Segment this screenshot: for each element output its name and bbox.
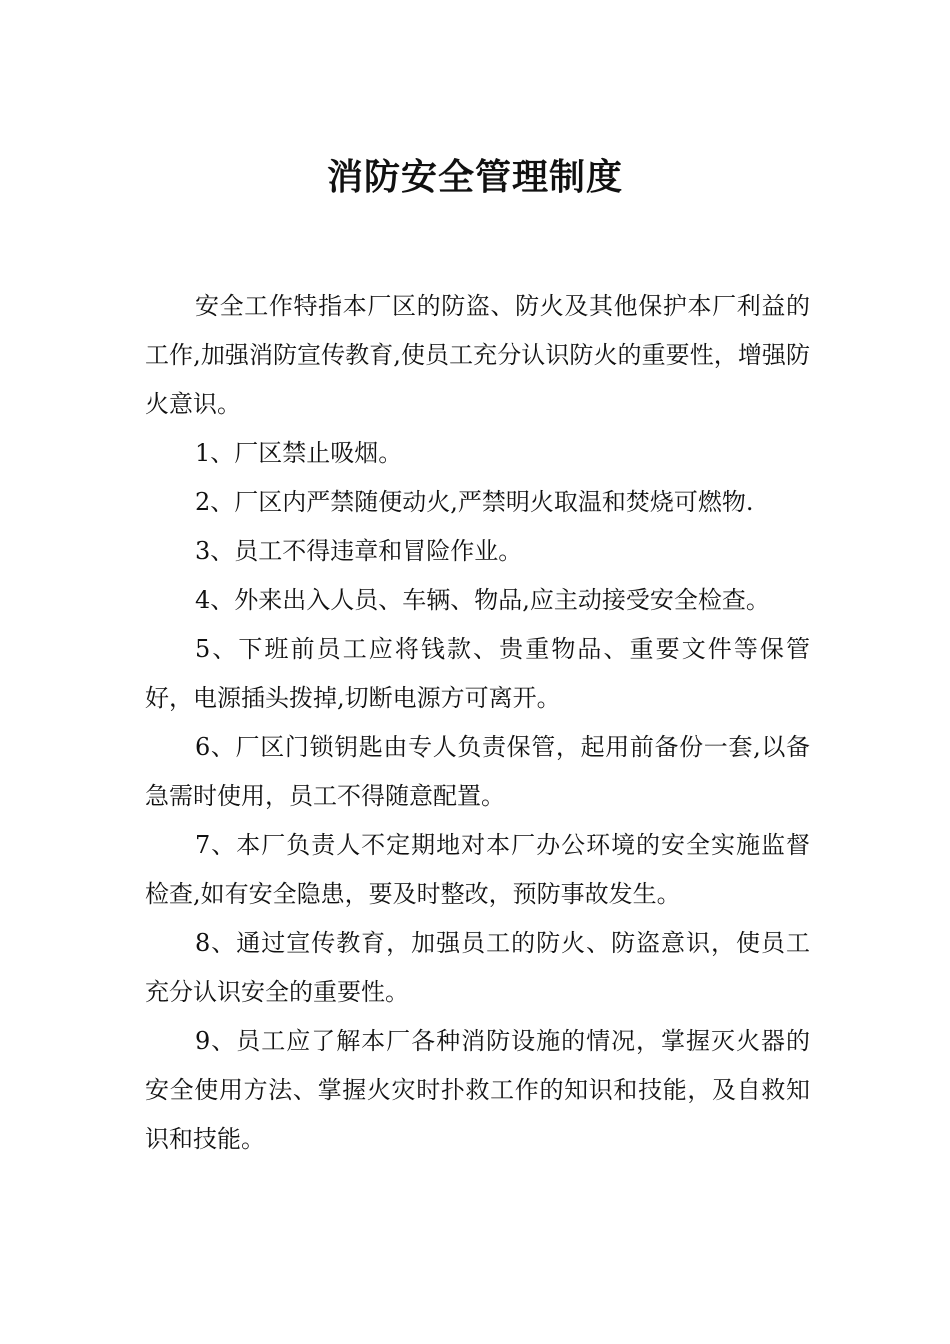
rule-8: 8、通过宣传教育，加强员工的防火、防盗意识，使员工充分认识安全的重要性。 [145, 929, 810, 1006]
rule-9: 9、员工应了解本厂各种消防设施的情况，掌握灭火器的安全使用方法、掌握火灾时扑救工作的知识和技能，及自救知识和技能。 [145, 1027, 810, 1153]
rule-1: 1、厂区禁止吸烟。 [195, 439, 403, 467]
intro-paragraph: 安全工作特指本厂区的防盗、防火及其他保护本厂利益的工作,加强消防宣传教育,使员工充分认识防火的重要性，增强防火意识。 [145, 292, 810, 418]
document-body [145, 282, 810, 1164]
rule-3: 3、员工不得违章和冒险作业。 [195, 537, 523, 565]
rule-7: 7、本厂负责人不定期地对本厂办公环境的安全实施监督检查,如有安全隐患，要及时整改，预防事故发生。 [145, 831, 810, 908]
rule-4: 4、外来出入人员、车辆、物品,应主动接受安全检查。 [195, 586, 770, 614]
document-title: 消防安全管理制度 [326, 157, 623, 198]
rule-2: 2、厂区内严禁随便动火,严禁明火取温和焚烧可燃物. [195, 488, 754, 516]
rule-5: 5、下班前员工应将钱款、贵重物品、重要文件等保管好，电源插头拨掉,切断电源方可离开。 [145, 635, 810, 712]
rule-6: 6、厂区门锁钥匙由专人负责保管，起用前备份一套,以备急需时使用，员工不得随意配置。 [145, 733, 810, 810]
